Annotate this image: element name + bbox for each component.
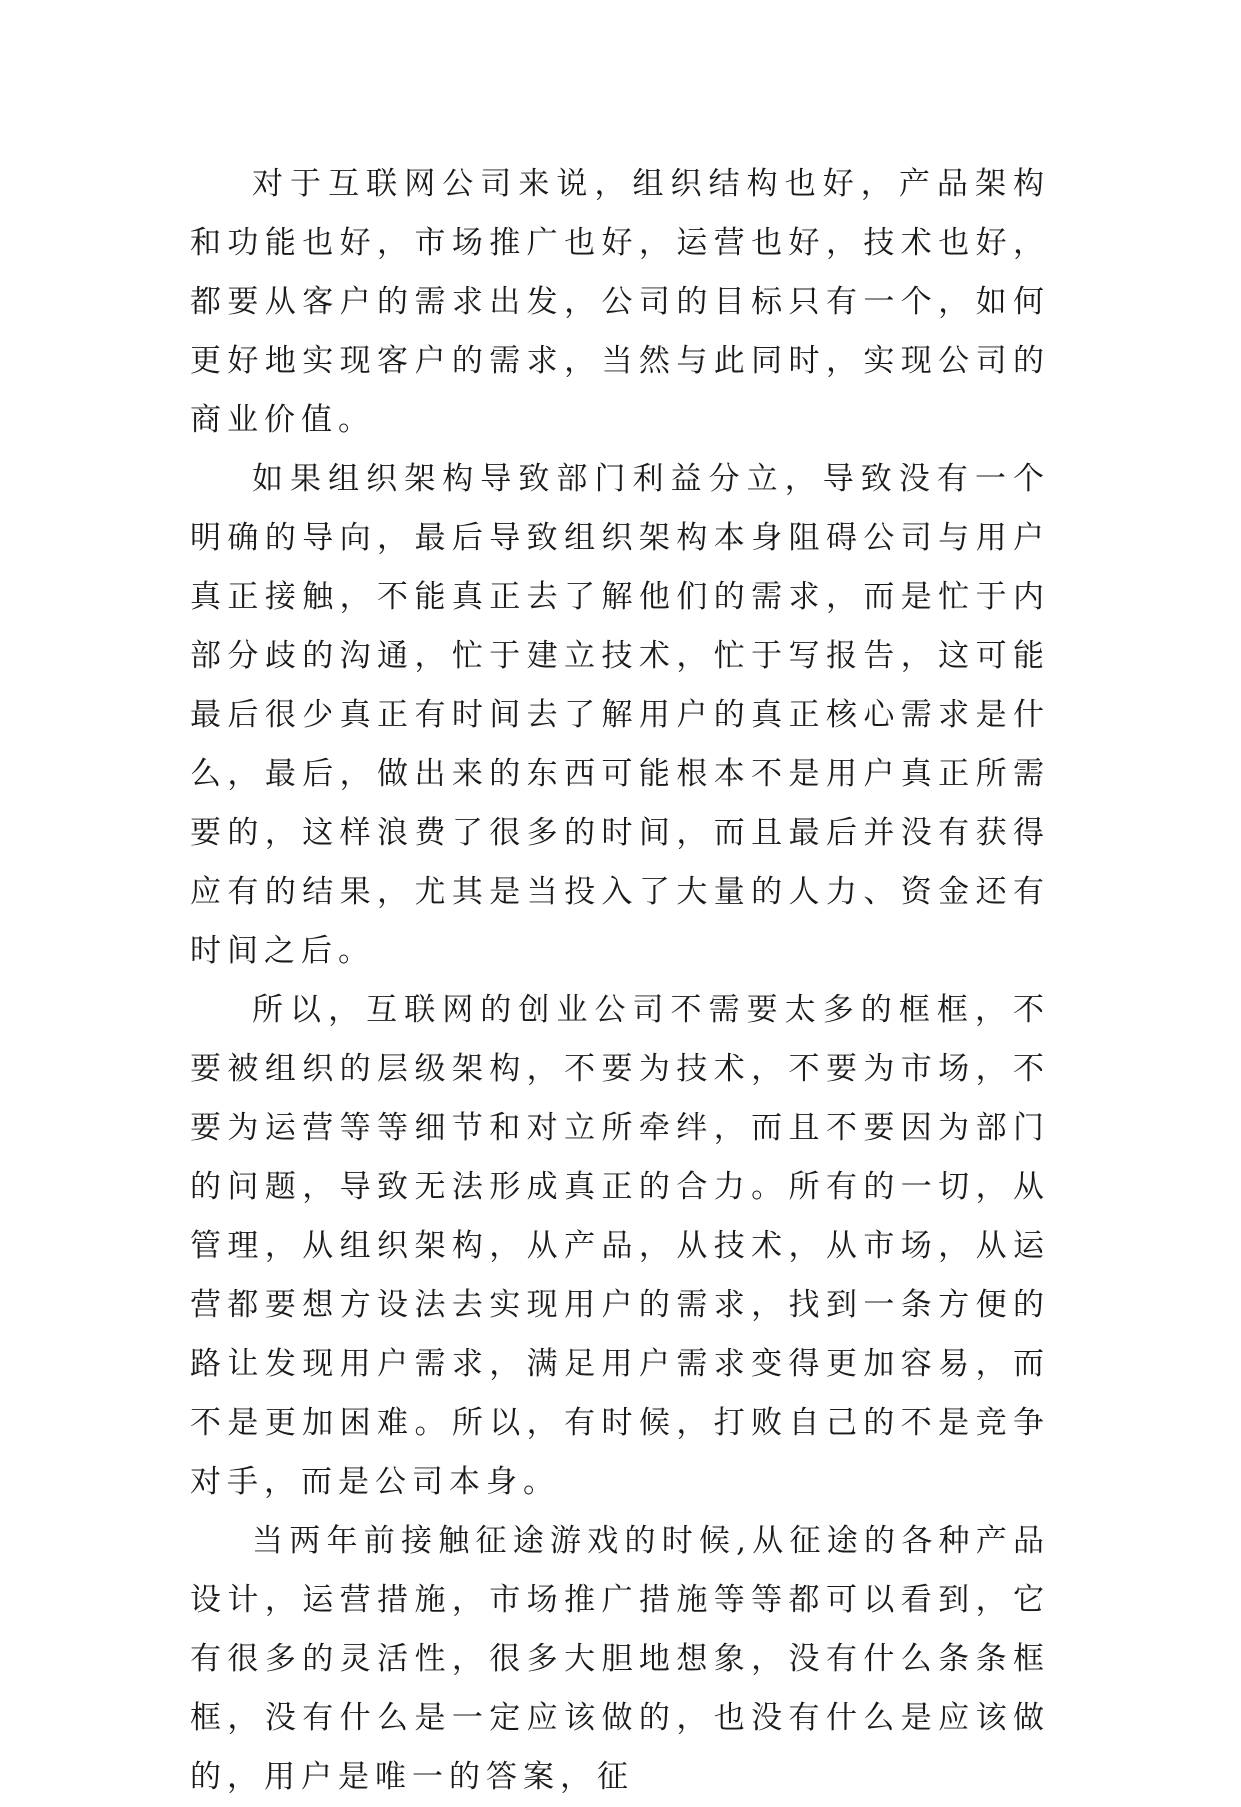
paragraph-4: 当两年前接触征途游戏的时候,从征途的各种产品设计，运营措施，市场推广措施等等都可以看到，它有很多的灵活性，很多大胆地想象，没有什么条条框框，没有什么是一定应该做的，也没有什么是应该做的，用户是唯一的答案，征 (190, 1523, 1050, 1795)
paragraph-1: 对于互联网公司来说，组织结构也好，产品架构和功能也好，市场推广也好，运营也好，技术也好，都要从客户的需求出发，公司的目标只有一个，如何更好地实现客户的需求，当然与此同时，实现公司的商业价值。 (190, 166, 1050, 438)
paragraph-3: 所以，互联网的创业公司不需要太多的框框，不要被组织的层级架构，不要为技术，不要为市场，不要为运营等等细节和对立所牵绊，而且不要因为部门的问题，导致无法形成真正的合力。所有的一切，从管理，从组织架构，从产品，从技术，从市场，从运营都要想方设法去实现用户的需求，找到一条方便的路让发现用户需求，满足用户需求变得更加容易，而不是更加困难。所以，有时候，打败自己的不是竞争对手，而是公司本身。 (190, 992, 1050, 1500)
paragraph-2: 如果组织架构导致部门利益分立，导致没有一个明确的导向，最后导致组织架构本身阻碍公司与用户真正接触，不能真正去了解他们的需求，而是忙于内部分歧的沟通，忙于建立技术，忙于写报告，这可能最后很少真正有时间去了解用户的真正核心需求是什么，最后，做出来的东西可能根本不是用户真正所需要的，这样浪费了很多的时间，而且最后并没有获得应有的结果，尤其是当投入了大量的人力、资金还有时间之后。 (190, 461, 1050, 969)
body-text (190, 155, 1050, 1807)
